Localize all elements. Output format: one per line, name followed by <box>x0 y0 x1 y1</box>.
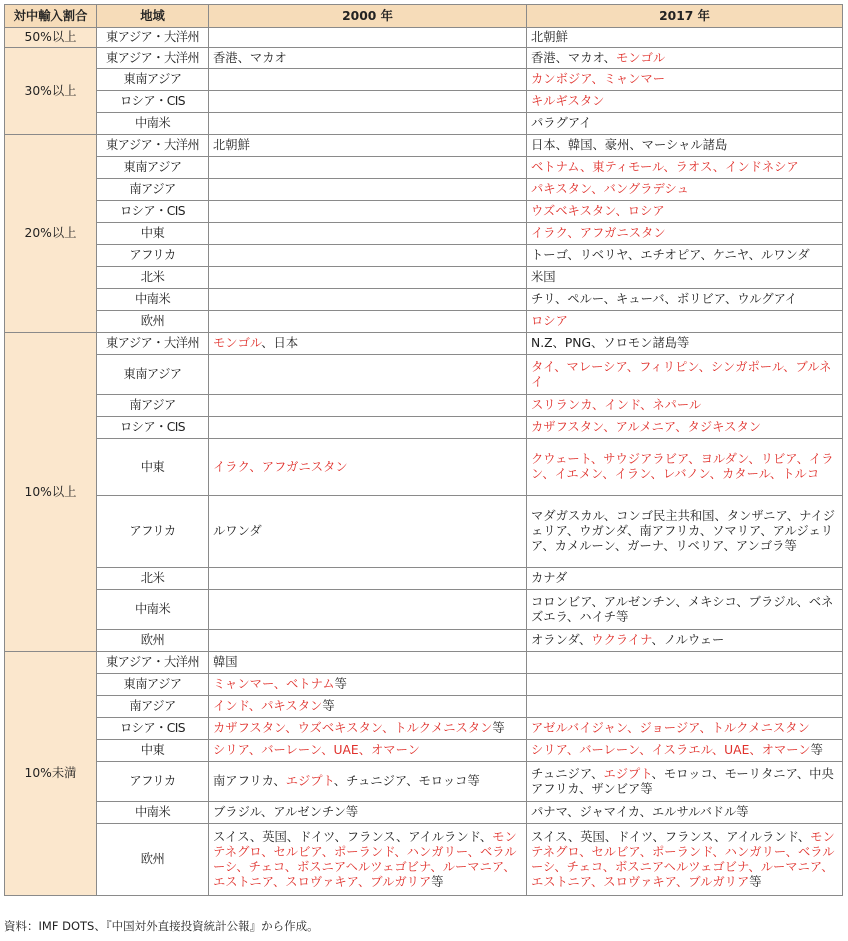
highlighted-countries: モンゴル <box>213 336 262 350</box>
countries-2017-cell <box>527 395 843 417</box>
region-cell: 東アジア・大洋州 <box>97 652 209 674</box>
region-cell: アフリカ <box>97 496 209 568</box>
table-row <box>5 201 843 223</box>
countries: 米国 <box>531 270 556 284</box>
region-cell: 東アジア・大洋州 <box>97 135 209 157</box>
highlighted-countries: ミャンマー、ベトナム <box>213 677 335 691</box>
region-cell: 欧州 <box>97 824 209 896</box>
countries-2000-cell <box>209 630 527 652</box>
countries-2000-cell <box>209 417 527 439</box>
table-wrapper <box>4 4 842 896</box>
countries-2000-cell <box>209 652 527 674</box>
countries-2017-cell <box>527 630 843 652</box>
region-cell: 東アジア・大洋州 <box>97 28 209 48</box>
countries: ルワンダ <box>213 524 262 538</box>
countries-2000-cell <box>209 267 527 289</box>
countries: 日本、韓国、豪州、マーシャル諸島 <box>531 138 728 152</box>
region-cell: 中東 <box>97 439 209 496</box>
countries-2000-cell <box>209 157 527 179</box>
countries-2000-cell <box>209 28 527 48</box>
countries: 等 <box>749 874 762 889</box>
countries-2017-cell <box>527 69 843 91</box>
table-row <box>5 674 843 696</box>
header-2000: 2000 年 <box>209 5 527 28</box>
region-cell: 欧州 <box>97 630 209 652</box>
countries-2000-cell <box>209 740 527 762</box>
countries: マダガスカル、コンゴ民主共和国、タンザニア、ナイジェリア、ウガンダ、南アフリカ、ソマリア、アルジェリア、カメルーン、ガーナ、リベリア、アンゴラ等 <box>531 509 836 553</box>
countries-2000-cell <box>209 48 527 69</box>
table-row <box>5 718 843 740</box>
countries: 、チュニジア、モロッコ等 <box>333 774 480 788</box>
table-row <box>5 91 843 113</box>
region-cell: 中東 <box>97 223 209 245</box>
countries-2017-cell <box>527 157 843 179</box>
countries-2017-cell <box>527 179 843 201</box>
highlighted-countries: インド、パキスタン <box>213 699 323 713</box>
table-row <box>5 762 843 802</box>
countries: 等 <box>334 677 347 691</box>
countries: 韓国 <box>213 655 238 669</box>
countries: 等 <box>322 699 335 713</box>
countries-2017-cell <box>527 245 843 267</box>
countries-2017-cell <box>527 91 843 113</box>
table-body <box>5 28 843 896</box>
table-row <box>5 652 843 674</box>
countries: スイス、英国、ドイツ、フランス、アイルランド、 <box>213 829 493 844</box>
region-cell: 中南米 <box>97 802 209 824</box>
table-row <box>5 179 843 201</box>
countries-2017-cell <box>527 718 843 740</box>
highlighted-countries: エジプト <box>603 766 652 781</box>
countries-2000-cell <box>209 568 527 590</box>
header-row <box>5 5 843 28</box>
region-cell: 東南アジア <box>97 674 209 696</box>
share-group-label: 10%以上 <box>5 333 97 652</box>
region-cell: ロシア・CIS <box>97 718 209 740</box>
share-group-label: 30%以上 <box>5 48 97 135</box>
countries-2017-cell <box>527 762 843 802</box>
table-row <box>5 395 843 417</box>
highlighted-countries: アゼルバイジャン、ジョージア、トルクメニスタン <box>531 721 810 735</box>
countries-2017-cell <box>527 223 843 245</box>
countries-2017-cell <box>527 740 843 762</box>
countries-2000-cell <box>209 91 527 113</box>
countries-2000-cell <box>209 201 527 223</box>
highlighted-countries: モンテネグロ、セルビア、ポーランド、ハンガリー、ベラルーシ、チェコ、ボスニアヘルツェゴビナ、ルーマニア、エストニア、スロヴァキア、ブルガリア <box>213 829 517 889</box>
countries-2000-cell <box>209 69 527 91</box>
table-row <box>5 69 843 91</box>
countries-2000-cell <box>209 824 527 896</box>
countries-2000-cell <box>209 496 527 568</box>
countries-2000-cell <box>209 113 527 135</box>
countries: 南アフリカ、 <box>213 774 286 788</box>
countries: 香港、マカオ <box>213 50 287 65</box>
table-row <box>5 135 843 157</box>
table-row <box>5 267 843 289</box>
countries: 、ノルウェー <box>651 633 725 647</box>
countries-2000-cell <box>209 289 527 311</box>
table-row <box>5 417 843 439</box>
region-cell: 東南アジア <box>97 355 209 395</box>
highlighted-countries: タイ、マレーシア、フィリピン、シンガポール、ブルネイ <box>531 359 832 389</box>
table-row <box>5 157 843 179</box>
countries: 等 <box>492 721 505 735</box>
share-group-label: 10%未満 <box>5 652 97 896</box>
highlighted-countries: クウェート、サウジアラビア、ヨルダン、リビア、イラン、イエメン、イラン、レバノン、カタール、トルコ <box>531 452 834 481</box>
countries: スイス、英国、ドイツ、フランス、アイルランド、 <box>531 829 811 844</box>
highlighted-countries: エジプト <box>285 774 334 788</box>
highlighted-countries: パキスタン、バングラデシュ <box>531 182 689 196</box>
table-row <box>5 289 843 311</box>
table-row <box>5 590 843 630</box>
table-row <box>5 824 843 896</box>
table-row <box>5 696 843 718</box>
table-row <box>5 311 843 333</box>
region-cell: アフリカ <box>97 245 209 267</box>
table-row <box>5 355 843 395</box>
countries: 北朝鮮 <box>213 138 250 152</box>
source-note: 資料：IMF DOTS、『中国対外直接投資統計公報』から作成。 <box>4 919 319 933</box>
highlighted-countries: ウズベキスタン、ロシア <box>531 204 665 218</box>
highlighted-countries: モンゴル <box>615 50 666 65</box>
countries-2000-cell <box>209 590 527 630</box>
countries: 等 <box>810 743 823 757</box>
table-row <box>5 568 843 590</box>
highlighted-countries: モンテネグロ、セルビア、ポーランド、ハンガリー、ベラルーシ、チェコ、ボスニアヘルツェゴビナ、ルーマニア、エストニア、スロヴァキア、ブルガリア <box>531 829 835 889</box>
table-row <box>5 48 843 69</box>
countries-2017-cell <box>527 439 843 496</box>
region-cell: ロシア・CIS <box>97 417 209 439</box>
countries: カナダ <box>531 571 568 585</box>
table-row <box>5 496 843 568</box>
highlighted-countries: ロシア <box>531 314 568 328</box>
region-cell: 東アジア・大洋州 <box>97 48 209 69</box>
share-group-label: 50%以上 <box>5 28 97 48</box>
countries-2000-cell <box>209 355 527 395</box>
region-cell: 北米 <box>97 568 209 590</box>
countries: パナマ、ジャマイカ、エルサルバドル等 <box>531 805 749 819</box>
countries-2000-cell <box>209 439 527 496</box>
countries-2017-cell <box>527 113 843 135</box>
countries-2000-cell <box>209 395 527 417</box>
countries-2017-cell <box>527 201 843 223</box>
countries-2000-cell <box>209 333 527 355</box>
countries-2017-cell <box>527 568 843 590</box>
region-cell: 南アジア <box>97 179 209 201</box>
countries: 、日本 <box>261 336 299 350</box>
countries-2000-cell <box>209 179 527 201</box>
countries-2017-cell <box>527 135 843 157</box>
countries: 北朝鮮 <box>531 30 568 44</box>
highlighted-countries: イラク、アフガニスタン <box>213 459 348 474</box>
region-cell: 欧州 <box>97 311 209 333</box>
header-2017: 2017 年 <box>527 5 843 28</box>
countries: N.Z、PNG、ソロモン諸島等 <box>531 336 690 350</box>
countries: パラグアイ <box>531 116 592 130</box>
region-cell: 南アジア <box>97 395 209 417</box>
share-group-label: 20%以上 <box>5 135 97 333</box>
highlighted-countries: シリア、バーレーン、イスラエル、UAE、オマーン <box>531 743 811 757</box>
region-cell: 東アジア・大洋州 <box>97 333 209 355</box>
region-cell: 中南米 <box>97 289 209 311</box>
countries-2017-cell <box>527 824 843 896</box>
countries-2017-cell <box>527 28 843 48</box>
header-region: 地域 <box>97 5 209 28</box>
highlighted-countries: スリランカ、インド、ネパール <box>531 398 702 412</box>
region-cell: 南アジア <box>97 696 209 718</box>
highlighted-countries: シリア、バーレーン、UAE、オマーン <box>213 743 420 757</box>
countries: チュニジア、 <box>531 766 604 781</box>
countries-2000-cell <box>209 674 527 696</box>
countries: トーゴ、リベリヤ、エチオピア、ケニヤ、ルワンダ <box>531 248 810 262</box>
countries-2000-cell <box>209 696 527 718</box>
countries-2000-cell <box>209 245 527 267</box>
region-cell: 中東 <box>97 740 209 762</box>
countries: オランダ、 <box>531 633 592 647</box>
table-row <box>5 630 843 652</box>
countries-2017-cell <box>527 496 843 568</box>
countries-2017-cell <box>527 590 843 630</box>
highlighted-countries: カザフスタン、ウズベキスタン、トルクメニスタン <box>213 721 493 735</box>
countries-2000-cell <box>209 135 527 157</box>
countries-2000-cell <box>209 223 527 245</box>
countries: ブラジル、アルゼンチン等 <box>213 805 359 819</box>
countries-2000-cell <box>209 718 527 740</box>
highlighted-countries: カザフスタン、アルメニア、タジキスタン <box>531 420 762 434</box>
countries-2017-cell <box>527 267 843 289</box>
table-row <box>5 223 843 245</box>
region-cell: 中南米 <box>97 113 209 135</box>
region-cell: 東南アジア <box>97 157 209 179</box>
countries-2000-cell <box>209 762 527 802</box>
table-row <box>5 28 843 48</box>
countries: 、モロッコ、モーリタニア、中央アフリカ、ザンビア等 <box>531 766 834 796</box>
region-cell: 中南米 <box>97 590 209 630</box>
table-row <box>5 333 843 355</box>
countries-2017-cell <box>527 333 843 355</box>
countries-2017-cell <box>527 311 843 333</box>
countries-2017-cell <box>527 652 843 674</box>
countries: 香港、マカオ、 <box>531 50 616 65</box>
highlighted-countries: イラク、アフガニスタン <box>531 226 666 240</box>
import-share-table <box>4 4 843 896</box>
countries-2000-cell <box>209 802 527 824</box>
countries: コロンビア、アルゼンチン、メキシコ、ブラジル、ベネズエラ、ハイチ等 <box>531 594 834 624</box>
region-cell: ロシア・CIS <box>97 201 209 223</box>
table-row <box>5 439 843 496</box>
header-share: 対中輸入割合 <box>5 5 97 28</box>
countries: チリ、ペルー、キューバ、ボリビア、ウルグアイ <box>531 292 798 306</box>
countries-2017-cell <box>527 355 843 395</box>
countries-2017-cell <box>527 48 843 69</box>
countries-2017-cell <box>527 674 843 696</box>
region-cell: アフリカ <box>97 762 209 802</box>
region-cell: 北米 <box>97 267 209 289</box>
region-cell: ロシア・CIS <box>97 91 209 113</box>
highlighted-countries: カンボジア、ミャンマー <box>531 72 666 86</box>
highlighted-countries: ベトナム、東ティモール、ラオス、インドネシア <box>531 160 799 174</box>
table-row <box>5 245 843 267</box>
countries: 等 <box>431 874 444 889</box>
table-row <box>5 740 843 762</box>
region-cell: 東南アジア <box>97 69 209 91</box>
countries-2017-cell <box>527 802 843 824</box>
table-row <box>5 802 843 824</box>
countries-2017-cell <box>527 417 843 439</box>
countries-2017-cell <box>527 696 843 718</box>
countries-2017-cell <box>527 289 843 311</box>
highlighted-countries: ウクライナ <box>591 633 652 647</box>
table-row <box>5 113 843 135</box>
highlighted-countries: キルギスタン <box>531 94 605 108</box>
countries-2000-cell <box>209 311 527 333</box>
